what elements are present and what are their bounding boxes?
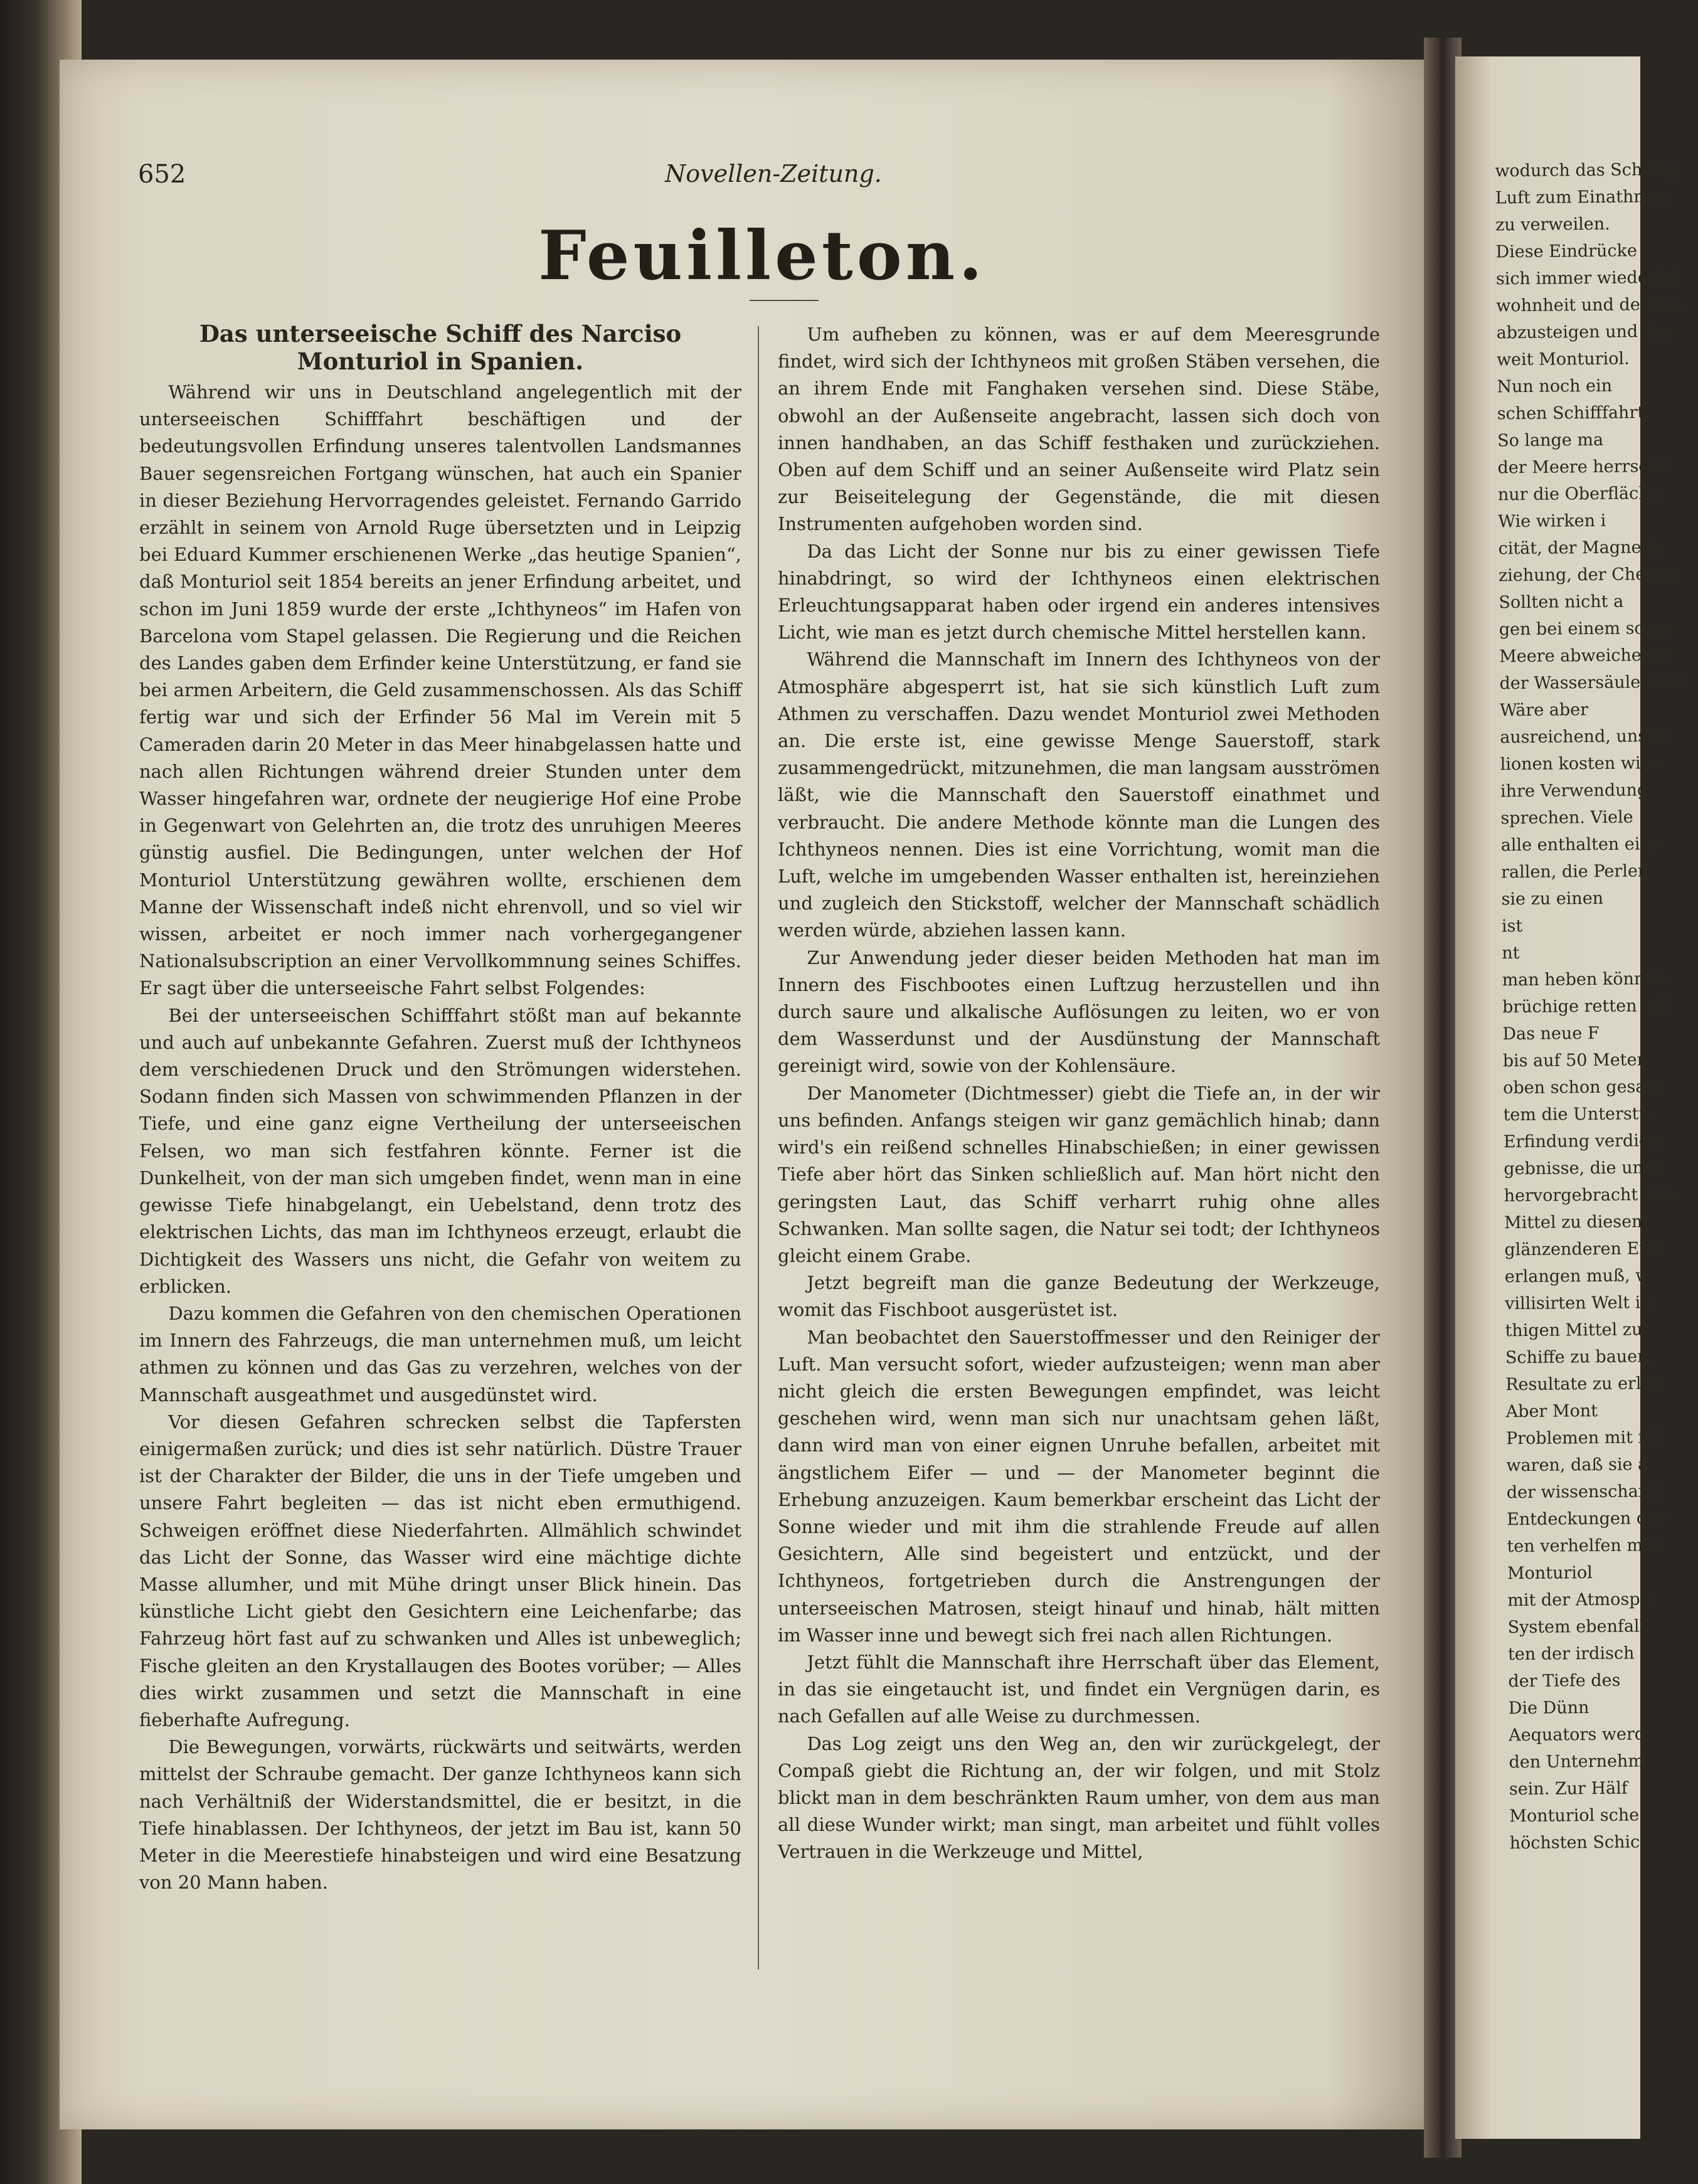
next-page-line: man heben können [1502, 969, 1666, 990]
next-page-line: Diese Eindrücke [1495, 241, 1638, 262]
next-page-line: Mittel zu diesem [1504, 1212, 1648, 1233]
next-page-line: oben schon gesagt [1502, 1077, 1664, 1098]
next-page-line: schen Schifffahrt. [1497, 403, 1650, 424]
paragraph: Jetzt begreift man die ganze Bedeutung der Werkzeuge, womit das Fischboot ausgerüstet ist. [778, 1272, 1380, 1321]
next-page-line: Wäre aber [1499, 700, 1589, 721]
next-page-line: zu verweilen. [1495, 214, 1610, 235]
next-page-line: wodurch das Schiff g [1495, 159, 1677, 181]
next-page-line: der Tiefe des [1508, 1670, 1621, 1692]
next-page-line: villisirten Welt in [1504, 1293, 1652, 1314]
next-page-line: sie zu einen [1501, 888, 1604, 909]
next-page-line: abzusteigen und das [1496, 321, 1674, 343]
next-page-line: ihre Verwendung [1500, 780, 1648, 802]
next-page-line: mit der Atmosph [1507, 1589, 1652, 1611]
next-page-text [1495, 156, 1698, 1857]
next-page-line: gebnisse, die unse [1504, 1158, 1662, 1179]
paragraph: Um aufheben zu können, was er auf dem Meeresgrunde findet, wird sich der Ichthyneos mit großen Stäben versehen, die an ihrem Ende mit Fanghaken versehen sind. Diese Stäbe, obwohl an der Außenseite angebracht, lassen sich doch von innen handhaben, an das Schiff festhaken und zurückziehen. Oben auf dem Schiff und an seiner Außenseite wird Platz sein zur Beiseitelegung der Gegenstände, die mit diesen Instrumenten aufgehoben worden sind. [778, 324, 1380, 535]
next-page-line: erlangen muß, w [1504, 1266, 1650, 1287]
next-page-line: rallen, die Perlen [1500, 861, 1649, 883]
next-page-line: lionen kosten wird [1500, 753, 1660, 775]
next-page-line: Schiffe zu bauen, [1505, 1347, 1654, 1368]
next-page-line: glänzenderen Erfo [1504, 1239, 1664, 1260]
paragraph: Die Bewegungen, vorwärts, rückwärts und seitwärts, werden mittelst der Schraube gemacht. Der ganze Ichthyneos kann sich nach Verhältniß der Widerstandsmittel, die er besitzt, in die Tiefe hinablassen. Der Ichthyneos, der jetzt im Bau ist, kann 50 Meter in die Meerestiefe hinabsteigen und wird eine Besatzung von 20 Mann haben. [139, 1736, 741, 1894]
paragraph: Vor diesen Gefahren schrecken selbst die Tapfersten einigermaßen zurück; und dies ist sehr natürlich. Düstre Trauer ist der Charakter der Bilder, die uns in der Tiefe umgeben und unsere Fahrt begleiten — das ist nicht eben ermuthigend. Schweigen eröffnet diese Niederfahrten. Allmählich schwindet das Licht der Sonne, das Wasser wird eine mächtige dichte Masse allumher, und mit Mühe dringt unser Blick hinein. Das künstliche Licht giebt den Gesichtern eine Leichenfarbe; das Fahrzeug hört fast auf zu schwanken und Alles ist unbeweglich; Fische gleiten an den Krystallaugen des Bootes vorüber; — Alles dies wirkt zusammen und setzt die Mannschaft in eine fieberhafte Aufregung. [139, 1411, 741, 1731]
next-page-line: alle enthalten eine [1500, 834, 1661, 856]
article-title: Das unterseeische Schiff des Narciso Monturiol in Spanien. [199, 320, 682, 375]
next-page-line: Monturiol sche [1509, 1805, 1640, 1826]
next-page-line: sprechen. Viele [1500, 807, 1633, 829]
next-page-line: Monturiol [1507, 1563, 1593, 1584]
next-page-line: der wissenschaftli [1506, 1482, 1663, 1503]
paragraph: Während wir uns in Deutschland angelegentlich mit der unterseeischen Schifffahrt beschäftigen und der bedeutungsvollen Erfindung unseres talentvollen Landsmannes Bauer segensreichen Fortgang wünschen, hat auch ein Spanier in dieser Beziehung Hervorragendes geleistet. Fernando Garrido erzählt in seinem von Arnold Ruge übersetzten und in Leipzig bei Eduard Kummer erschienenen Werke „das heutige Spanien“, daß Monturiol seit 1854 bereits an jener Erfindung arbeitet, und schon im Juni 1859 wurde der erste „Ichthyneos“ im Hafen von Barcelona vom Stapel gelassen. Die Regierung und die Reichen des Landes gaben dem Erfinder keine Unterstützung, er fand sie bei armen Arbeitern, die Geld zusammenschossen. Als das Schiff fertig war und sich der Erfinder 56 Mal im Verein mit 5 Cameraden darin 20 Meter in das Meer hinabgelassen hatte und nach allen Richtungen während dreier Stunden unter dem Wasser hingefahren war, ordnete der neugierige Hof eine Probe in Gegenwart von Gelehrten an, die trotz des unruhigen Meeres günstig ausfiel. Die Bedingungen, unter welchen der Hof Monturiol Unterstützung gewähren wollte, erschienen dem Manne der Wissenschaft indeß nicht ehrenvoll, und so viel wir wissen, arbeitet er noch immer nach vorhergegangener Nationalsubscription an einer Vervollkommnung seines Schiffes. Er sagt über die unterseeische Fahrt selbst Folgendes: [139, 381, 741, 999]
left-column [139, 320, 741, 1896]
page-header [138, 160, 1386, 198]
next-page-line: Wie wirken i [1498, 511, 1606, 532]
next-page-line: cität, der Magnetis [1498, 538, 1662, 559]
next-page-line: wohnheit und denkt s [1496, 294, 1682, 316]
paragraph: Man beobachtet den Sauerstoffmesser und den Reiniger der Luft. Man versucht sofort, wieder aufzusteigen; wenn man aber nicht gleich die ersten Bewegungen empfindet, was leicht geschehen wird, wenn man sich nur unachtsam gehen läßt, dann wird man von einer eignen Unruhe befallen, arbeitet mit ängstlichem Eifer — und — der Manometer beginnt die Erhebung anzuzeigen. Kaum bemerkbar erscheint das Licht der Sonne wieder und mit ihm die strahlende Freude auf allen Gesichtern, Alle sind begeistert und entzückt, und der Ichthyneos, fortgetrieben durch die Anstrengungen der unterseeischen Matrosen, steigt hinauf und hinab, hält mitten im Wasser inne und bewegt sich frei nach allen Richtungen. [778, 1326, 1380, 1646]
next-page-line: Resultate zu erlan [1505, 1374, 1663, 1395]
next-page-line: nur die Oberfläche [1497, 484, 1660, 505]
section-title: Feuilleton. [538, 216, 986, 295]
next-page-line: ten verhelfen müs [1507, 1535, 1663, 1557]
next-page-line: So lange ma [1497, 430, 1604, 451]
column-divider [758, 326, 759, 1969]
title-ornament-rule [750, 300, 819, 304]
next-page-line: bis auf 50 Meter [1502, 1050, 1645, 1071]
next-page-line: Nun noch ein [1497, 376, 1613, 397]
next-page-line: der Wassersäule muß [1499, 672, 1685, 694]
next-page-line: gen bei einem so ga [1499, 618, 1671, 640]
next-page-line: der Meere herrsche [1497, 456, 1669, 478]
next-page-line: tem die Unterstü [1503, 1104, 1650, 1125]
next-page-line: Problemen mit fol [1505, 1428, 1660, 1449]
next-page-line: den Unternehm [1509, 1751, 1645, 1773]
next-page-line: System ebenfall [1507, 1616, 1645, 1638]
next-page-line: hervorgebracht hab [1504, 1184, 1675, 1206]
paragraph: Jetzt fühlt die Mannschaft ihre Herrschaft über das Element, in das sie eingetaucht ist, und findet ein Vergnügen darin, es nach Gefallen auf alle Weise zu durchmessen. [778, 1651, 1380, 1727]
next-page-line: ziehung, der Chemie [1498, 564, 1677, 586]
next-page-line: nt [1502, 943, 1520, 963]
next-page-line: Sollten nicht a [1499, 591, 1624, 613]
right-column [778, 321, 1380, 1866]
next-page-line: weit Monturiol. [1496, 349, 1630, 370]
next-page-line: ten der irdisch [1507, 1643, 1635, 1665]
next-page-line: Das neue F [1502, 1023, 1600, 1044]
paragraph: Der Manometer (Dichtmesser) giebt die Tiefe an, in der wir uns befinden. Anfangs steigen wir ganz gemächlich hinab; dann wird's ein reißend schnelles Hinabschießen; in einer gewissen Tiefe aber hört das Sinken schließlich auf. Man hört nicht den geringsten Laut, das Schiff verharrt ruhig ohne alles Schwanken. Man sollte sagen, die Natur sei todt; der Ichthyneos gleicht einem Grabe. [778, 1082, 1380, 1266]
next-page-line: Erfindung verdien [1503, 1131, 1660, 1152]
paragraph: Da das Licht der Sonne nur bis zu einer gewissen Tiefe hinabdringt, so wird der Ichthyneos einen elektrischen Erleuchtungsapparat haben oder irgend ein anderes intensives Licht, wie man es jetzt durch chemische Mittel herstellen kann. [778, 540, 1380, 644]
next-page [1455, 56, 1685, 2139]
next-page-line: sich immer wiederhol [1495, 267, 1683, 289]
next-page-line: höchsten Schich [1509, 1832, 1651, 1853]
next-page-line: Meere abweichende [1499, 645, 1674, 667]
next-page-line: ausreichend, uns in [1500, 726, 1669, 748]
next-page-line: Luft zum Einathmen [1495, 186, 1671, 208]
next-page-line: Die Dünn [1508, 1698, 1589, 1719]
next-page-line: Aequators werd [1509, 1724, 1646, 1746]
paragraph: Zur Anwendung jeder dieser beiden Methoden hat man im Innern des Fischbootes einen Luftzug herzustellen und ihn durch saure und alkalische Auflösungen zu leiten, wo er von dem Wasserdunst und der Ausdünstung der Mannschaft gereinigt wird, sowie von der Kohlensäure. [778, 946, 1380, 1077]
next-page-line: waren, daß sie a [1506, 1455, 1648, 1476]
next-page-line: Entdeckungen der [1507, 1508, 1666, 1530]
next-page-line: Aber Mont [1505, 1401, 1598, 1422]
next-page-line: ist [1501, 916, 1523, 936]
running-title: Novellen-Zeitung. [665, 160, 882, 188]
page-number: 652 [138, 160, 186, 189]
paragraph: Während die Mannschaft im Innern des Ichthyneos von der Atmosphäre abgesperrt ist, hat sie sich künstlich Luft zum Athmen zu verschaffen. Dazu wendet Monturiol zwei Methoden an. Die erste ist, eine gewisse Menge Sauerstoff, stark zusammengedrückt, mitzunehmen, die man langsam ausströmen läßt, wie die Mannschaft den Sauerstoff einathmet und verbraucht. Die andere Methode könnte man die Lungen des Ichthyneos nennen. Dies ist eine Vorrichtung, womit man die Luft, welche im umgebenden Wasser enthalten ist, hereinziehen und zugleich den Stickstoff, welcher der Mannschaft schädlich werden würde, abziehen lassen kann. [778, 649, 1380, 941]
next-page-line: thigen Mittel zu [1505, 1320, 1643, 1341]
next-page-line: sein. Zur Hälf [1509, 1778, 1628, 1800]
paragraph: Das Log zeigt uns den Weg an, den wir zurückgelegt, der Compaß giebt die Richtung an, der wir folgen, und mit Stolz blickt man in dem beschränkten Raum umher, von dem aus man all diese Wunder wirkt; man singt, man arbeitet und fühlt volles Vertrauen in die Werkzeuge und Mittel, [778, 1732, 1380, 1863]
paragraph: Dazu kommen die Gefahren von den chemischen Operationen im Innern des Fahrzeugs, die man unternehmen muß, um leicht athmen zu können und das Gas zu verzehren, welches von der Mannschaft ausgeathmet und ausgedünstet wird. [139, 1302, 741, 1406]
next-page-line: brüchige retten laß [1502, 995, 1670, 1017]
paragraph: Bei der unterseeischen Schifffahrt stößt man auf bekannte und auch auf unbekannte Gefahren. Zuerst muß der Ichthyneos dem verschiedenen Druck und den Strömungen widerstehen. Sodann finden sich Massen von schwimmenden Pflanzen in der Tiefe, und eine ganz eigne Vertheilung der unterseeischen Felsen, wo man sich festfahren könnte. Ferner ist die Dunkelheit, von der man sich umgeben findet, wenn man in eine gewisse Tiefe hinabgelangt, ein Uebelstand, denn trotz des elektrischen Lichts, das man im Ichthyneos erzeugt, erlaubt die Dichtigkeit des Wassers uns nicht, die Gefahr von weitem zu erblicken. [139, 1004, 741, 1297]
